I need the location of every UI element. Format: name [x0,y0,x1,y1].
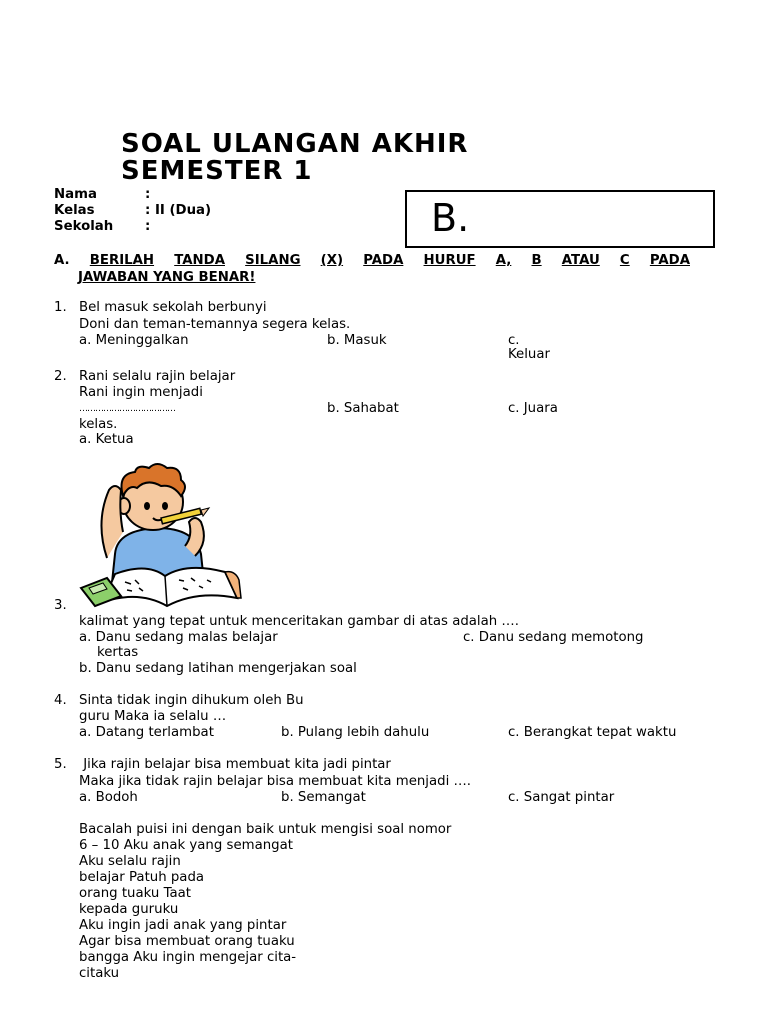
question-2-line-1: Rani selalu rajin belajar [79,369,236,384]
instruction-line-1 [54,252,690,269]
identity-value-kelas: : II (Dua) [145,203,212,218]
question-3-option-a[interactable]: a. Danu sedang malas belajar [79,630,278,645]
question-4-option-b[interactable]: b. Pulang lebih dahulu [281,725,430,740]
identity-label-nama: Nama [54,187,97,202]
question-4-option-c[interactable]: c. Berangkat tepat waktu [508,725,677,740]
instruction-word: A, [495,253,512,268]
instruction-line-2: JAWABAN YANG BENAR! [78,270,256,285]
poem-line: belajar Patuh pada [79,870,205,885]
poem-line: bangga Aku ingin mengejar cita- [79,950,297,965]
question-3-line-1: kalimat yang tepat untuk menceritakan gambar di atas adalah …. [79,614,519,629]
question-1-option-a[interactable]: a. Meninggalkan [79,333,189,348]
question-4-option-a[interactable]: a. Datang terlambat [79,725,214,740]
instruction-word: TANDA [174,253,225,268]
question-4-number: 4. [54,693,67,708]
poem-line: citaku [79,966,120,981]
question-5-option-b[interactable]: b. Semangat [281,790,366,805]
page-title-line1: SOAL ULANGAN AKHIR [121,129,469,159]
instruction-word: HURUF [423,253,476,268]
book-icon [103,568,241,606]
question-5-number: 5. [54,757,67,772]
question-2-line-3: kelas. [79,417,118,432]
poem-line: 6 – 10 Aku anak yang semangat [79,838,293,853]
poem-line: Bacalah puisi ini dengan baik untuk mengisi soal nomor [79,822,452,837]
student-studying-illustration [77,462,247,612]
instruction-word: BERILAH [89,253,155,268]
question-4-line-1: Sinta tidak ingin dihukum oleh Bu [79,693,304,708]
poem-line: Aku ingin jadi anak yang pintar [79,918,287,933]
section-a-instruction [54,252,690,286]
question-4-line-2: guru Maka ia selalu … [79,709,227,724]
section-marker: A. [54,253,70,268]
instruction-word: C [619,253,630,268]
instruction-word: PADA [649,253,690,268]
question-3-option-c-cont: kertas [97,645,139,660]
question-1-option-c-text[interactable]: Keluar [508,347,550,362]
question-5-line-1: Jika rajin belajar bisa membuat kita jadi pintar [79,757,391,772]
grade-box-text: B. [431,196,470,240]
question-3-option-c[interactable]: c. Danu sedang memotong [463,630,644,645]
question-1-option-b[interactable]: b. Masuk [327,333,387,348]
poem-line: orang tuaku Taat [79,886,192,901]
poem-line: Aku selalu rajin [79,854,181,869]
identity-value-nama: : [145,187,151,202]
page-title-line2: SEMESTER 1 [121,156,313,186]
poem-block [79,822,451,982]
identity-label-sekolah: Sekolah [54,219,114,234]
instruction-word: ATAU [561,253,600,268]
question-2-line-2: Rani ingin menjadi [79,385,203,400]
question-1-number: 1. [54,300,67,315]
question-2-option-c[interactable]: c. Juara [508,401,558,416]
question-2-option-b[interactable]: b. Sahabat [327,401,399,416]
grade-box [405,190,715,248]
instruction-word: PADA [363,253,404,268]
poem-line: Agar bisa membuat orang tuaku [79,934,295,949]
question-2-option-a[interactable]: a. Ketua [79,432,134,447]
question-3-option-b[interactable]: b. Danu sedang latihan mengerjakan soal [79,661,357,676]
poem-line: kepada guruku [79,902,179,917]
instruction-word: SILANG [245,253,301,268]
question-2-number: 2. [54,369,67,384]
instruction-word: (X) [320,253,344,268]
identity-label-kelas: Kelas [54,203,95,218]
identity-value-sekolah: : [145,219,151,234]
question-5-option-a[interactable]: a. Bodoh [79,790,138,805]
question-3-number: 3. [54,598,67,613]
instruction-word: B [531,253,542,268]
question-1-line-2: Doni dan teman-temannya segera kelas. [79,317,351,332]
question-5-option-c[interactable]: c. Sangat pintar [508,790,615,805]
question-1-line-1: Bel masuk sekolah berbunyi [79,300,267,315]
question-2-blank: ……………………………… [79,404,175,414]
question-1-option-c[interactable]: c. [508,333,520,348]
question-5-line-2: Maka jika tidak rajin belajar bisa membuat kita menjadi …. [79,774,472,789]
